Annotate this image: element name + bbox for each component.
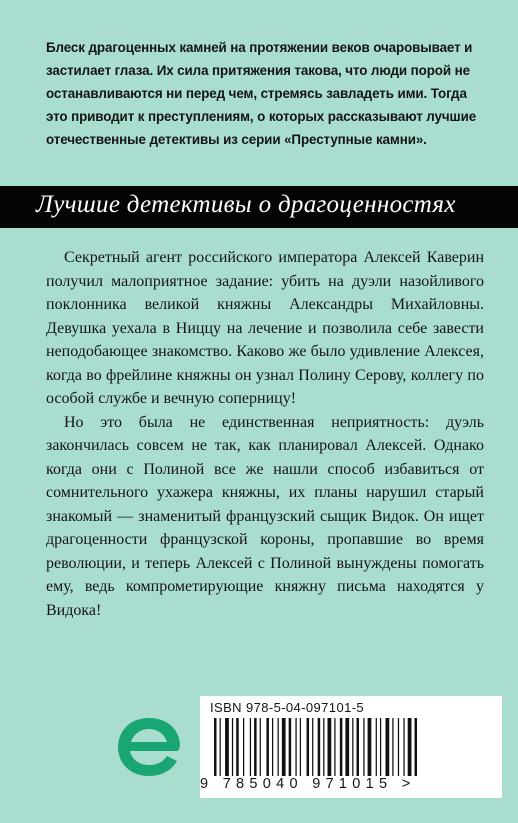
barcode-bars [214,718,488,776]
series-banner [0,186,518,228]
barcode-digits: 9 785040 971015 > [200,776,416,792]
annotation-paragraph: Секретный агент российского императора Алексей Каверин получил малоприятное задание: убить на дуэли назойливого поклонника великой княжны Александры Михайловны. Девушка уехала в Ниццу на лечение и позволила себе завести неподобающее знакомство. Каково же было удивление Алексея, когда во фрейлине княжны он узнал Полину Серову, коллегу по особой службе и вечную соперницу! [46,249,484,407]
publisher-logo-icon [114,714,184,785]
series-intro: Блеск драгоценных камней на протяжении веков очаровывает и застилает глаза. Их сила притяжения такова, что люди порой не останавливаются ни перед чем, стремясь завладеть ими. Тогда это приводит к преступлениям, о которых рассказывают лучшие отечественные детективы из серии «Преступные камни». [46,40,477,147]
isbn-label: ISBN 978-5-04-097101-5 [210,700,365,715]
annotation-paragraph: Но это была не единственная неприятность: дуэль закончилась совсем не так, как планировал Алексей. Однако когда они с Полиной все же нашли способ избавиться от сомнительного ухажера княжны, их планы нарушил старый знакомый — знаменитый французский сыщик Видок. Он ищет драгоценности французской короны, пропавшие во время революции, и теперь Алексей с Полиной вынуждены помогать ему, ведь компрометирующие княжну письма находятся у Видока! [46,413,484,619]
series-banner-title: Лучшие детективы о драгоценностях [36,191,456,218]
barcode-panel [200,696,502,798]
annotation-text [46,246,484,622]
